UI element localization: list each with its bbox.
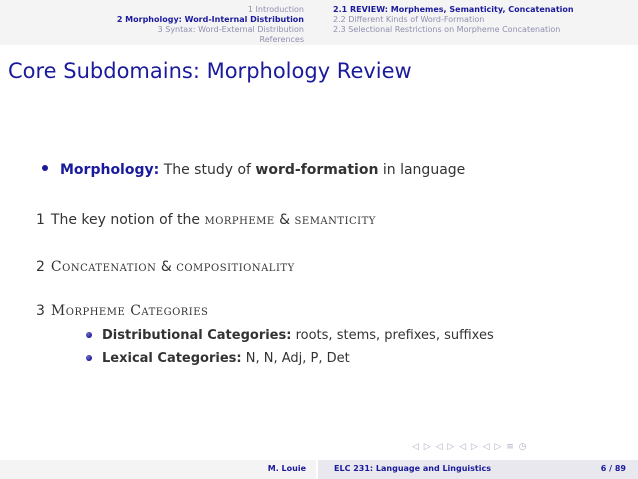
frame-title-bar xyxy=(0,45,638,97)
subsection-link-review[interactable]: 2.1 REVIEW: Morphemes, Semanticity, Concatenation xyxy=(333,5,574,14)
section-link-introduction[interactable]: 1 Introduction xyxy=(247,5,304,14)
item-number: 3 xyxy=(36,303,45,319)
list-item-morphology xyxy=(42,162,465,178)
sub2-text: N, N, Adj, P, Det xyxy=(245,351,350,366)
sub-bullet-icon xyxy=(86,355,92,361)
term-morpheme-categories: Morpheme Categories xyxy=(50,303,209,319)
beamer-navigation-icons[interactable]: ◁ ▷ ◁ ▷ ◁ ▷ ◁ ▷ ≡ ◷ xyxy=(412,442,528,452)
footer-title-box xyxy=(318,460,638,479)
subsection-nav xyxy=(333,5,574,35)
item1-post: in language xyxy=(382,162,466,178)
section-link-morphology[interactable]: 2 Morphology: Word-Internal Distribution xyxy=(116,15,304,24)
term-word-formation: word-formation xyxy=(255,162,379,178)
subsection-link-kinds[interactable]: 2.2 Different Kinds of Word-Formation xyxy=(333,15,485,24)
page-number: 6 / 89 xyxy=(600,464,626,473)
term-distributional-categories: Distributional Categories: xyxy=(102,328,292,343)
term-morphology: Morphology: xyxy=(60,162,160,178)
term-morpheme: morpheme xyxy=(204,212,275,228)
subsection-link-restrictions[interactable]: 2.3 Selectional Restrictions on Morpheme Concatenation xyxy=(333,25,561,34)
footer-title: ELC 231: Language and Linguistics xyxy=(334,464,491,473)
term-semanticity: semanticity xyxy=(294,212,376,228)
ampersand: & xyxy=(279,212,291,228)
term-compositionality: compositionality xyxy=(176,259,295,275)
bullet-icon xyxy=(42,165,48,171)
section-link-references[interactable]: References xyxy=(259,35,304,44)
frame-title: Core Subdomains: Morphology Review xyxy=(8,59,412,83)
item1-pre: The study of xyxy=(163,162,251,178)
headline-bar xyxy=(0,0,638,45)
item-number: 2 xyxy=(36,259,45,275)
section-nav xyxy=(117,5,304,45)
ampersand: & xyxy=(160,259,172,275)
footer-author: M. Louie xyxy=(267,464,306,473)
item-number: 1 xyxy=(36,212,45,228)
list-item-3 xyxy=(36,303,208,319)
sub-item-distributional xyxy=(86,328,494,343)
list-item-1 xyxy=(36,212,376,228)
term-lexical-categories: Lexical Categories: xyxy=(102,351,242,366)
sub-bullet-icon xyxy=(86,332,92,338)
section-link-syntax[interactable]: 3 Syntax: Word-External Distribution xyxy=(157,25,304,34)
sub1-text: roots, stems, prefixes, suffixes xyxy=(295,328,494,343)
list-item-2 xyxy=(36,259,295,275)
footer-author-box xyxy=(0,460,316,479)
item2-pre: The key notion of the xyxy=(50,212,200,228)
footer-bar xyxy=(0,460,638,479)
term-concatenation: Concatenation xyxy=(50,259,157,275)
sub-item-lexical xyxy=(86,351,350,366)
